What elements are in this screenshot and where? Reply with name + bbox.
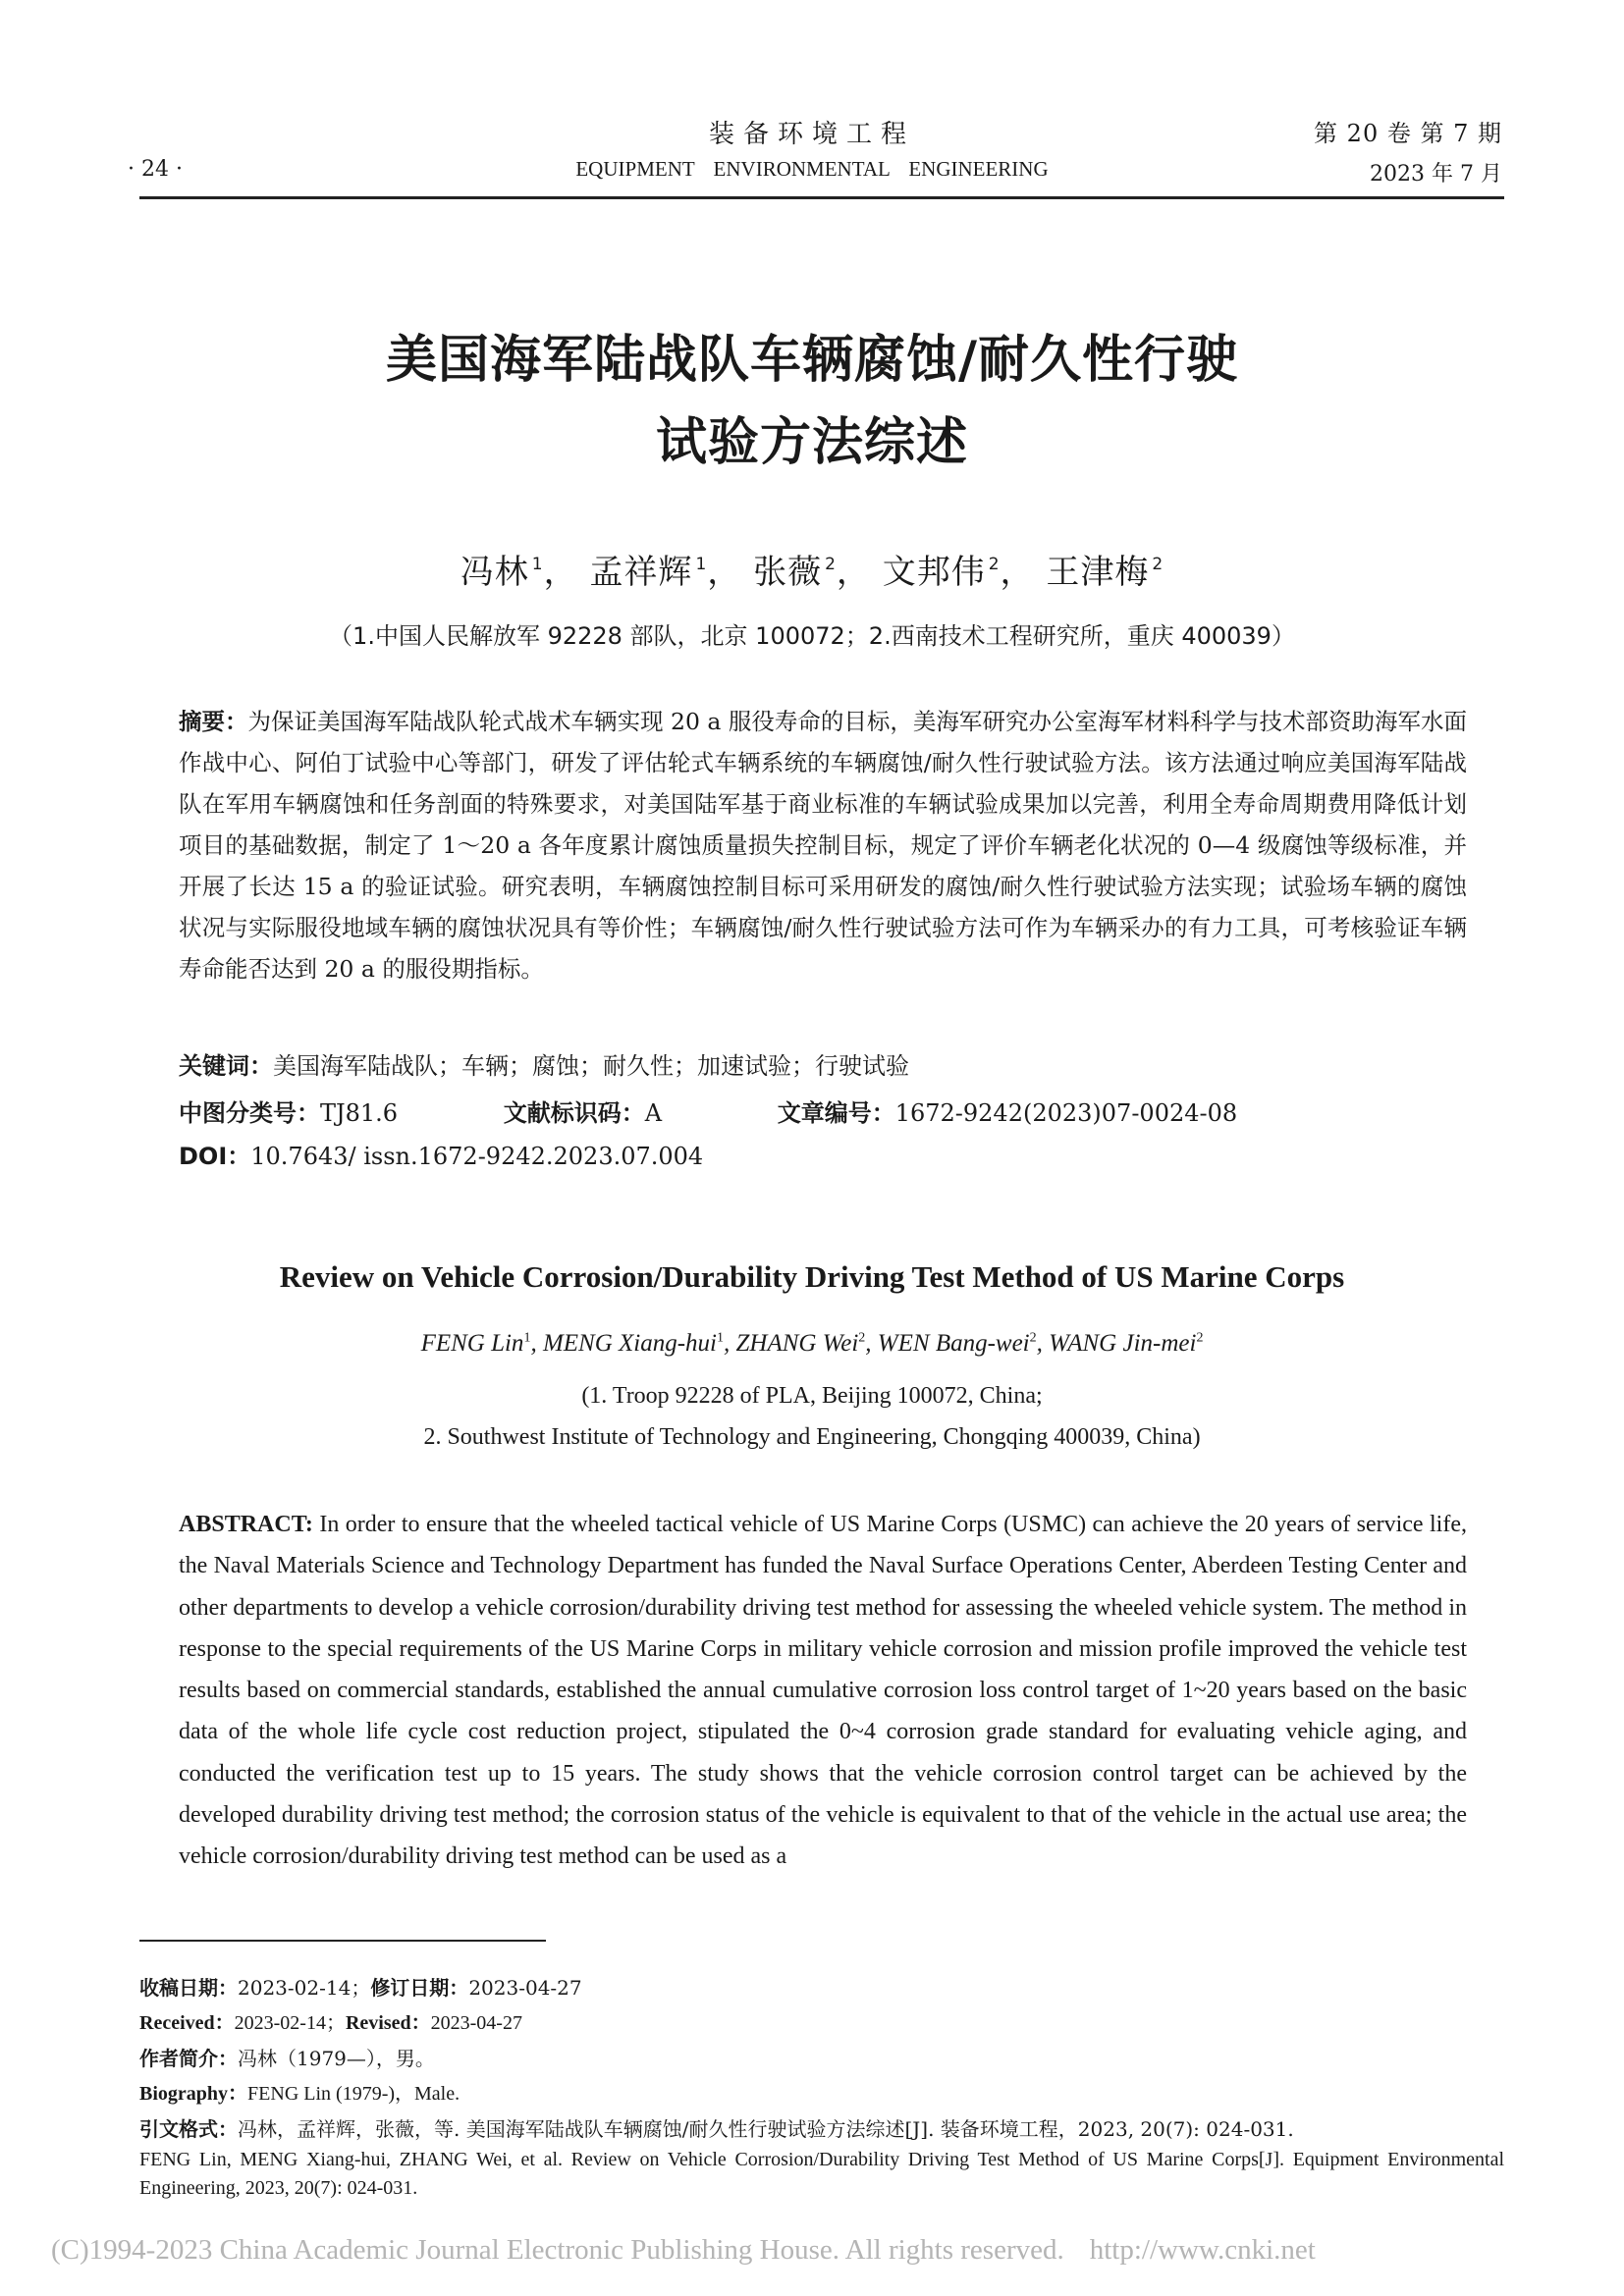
- author-affiliation-mark: 1: [717, 1330, 725, 1346]
- author-cn: 文邦伟: [882, 553, 986, 592]
- clc-label: 中图分类号：: [179, 1099, 320, 1127]
- abstract-cn: [179, 701, 1467, 989]
- journal-title-cn: 装备环境工程: [708, 120, 915, 149]
- footnote-rule: [139, 1940, 546, 1942]
- keywords-cn-text: 美国海军陆战队；车辆；腐蚀；耐久性；加速试验；行驶试验: [273, 1052, 909, 1080]
- author-separator: ，: [836, 553, 871, 592]
- keywords-cn: [179, 1046, 909, 1081]
- author-list-cn: [196, 545, 1428, 593]
- issue-date: 2023 年 7 月: [1370, 162, 1502, 187]
- volume-issue: 第 20 卷 第 7 期: [1314, 120, 1502, 147]
- article-number-label: 文章编号：: [777, 1099, 895, 1127]
- revised-en-label: Revised：: [345, 2012, 431, 2034]
- author-en: ZHANG Wei: [735, 1330, 859, 1357]
- author-en: MENG Xiang-hui: [542, 1330, 718, 1357]
- author-affiliation-mark: 1: [695, 555, 708, 574]
- biography-cn: [139, 2044, 435, 2073]
- received-en-label: Received：: [139, 2012, 235, 2034]
- bio-en-label: Biography：: [139, 2083, 248, 2105]
- article-title-cn-line2: 试验方法综述: [655, 413, 968, 472]
- header-rule: [139, 196, 1504, 199]
- author-affiliation-mark: 2: [988, 555, 1001, 574]
- revised-en-value: 2023-04-27: [430, 2012, 522, 2034]
- author-separator: ，: [1000, 553, 1035, 592]
- author-en: FENG Lin: [420, 1330, 524, 1357]
- abstract-en: [179, 1504, 1467, 1878]
- affiliation-en-line1: (1. Troop 92228 of PLA, Beijing 100072, China;: [581, 1383, 1043, 1409]
- copyright-watermark: [51, 2234, 1316, 2267]
- copyright-text: (C)1994-2023 China Academic Journal Electronic Publishing House. All rights reserved.: [51, 2234, 1064, 2266]
- revised-cn-label: 修订日期：: [370, 1976, 469, 2000]
- received-en-value: 2023-02-14；: [234, 2012, 346, 2034]
- bio-en-value: FENG Lin (1979-)，Male.: [247, 2083, 460, 2105]
- abstract-en-label: ABSTRACT:: [179, 1512, 313, 1537]
- author-separator: ,: [724, 1330, 736, 1357]
- cnki-url[interactable]: http://www.cnki.net: [1089, 2234, 1316, 2266]
- doc-code-value: A: [644, 1099, 663, 1127]
- author-separator: ,: [530, 1330, 543, 1357]
- cite-cn-label: 引文格式：: [139, 2117, 238, 2141]
- abstract-cn-label: 摘要：: [179, 708, 248, 735]
- article-title-cn: [196, 319, 1428, 484]
- author-affiliation-mark: 2: [1029, 1330, 1037, 1346]
- bio-cn-value: 冯林（1979—），男。: [238, 2047, 435, 2070]
- author-en: WANG Jin-mei: [1049, 1330, 1197, 1357]
- received-dates-en: [139, 2008, 522, 2038]
- biography-en: [139, 2079, 460, 2109]
- author-affiliation-mark: 2: [1152, 555, 1164, 574]
- revised-cn-value: 2023-04-27: [468, 1976, 582, 2000]
- author-list-en: [147, 1330, 1477, 1358]
- affiliation-cn: （1.中国人民解放军 92228 部队，北京 100072；2.西南技术工程研究所，重庆 400039）: [329, 622, 1295, 650]
- bio-cn-label: 作者简介：: [139, 2047, 238, 2070]
- doi-label: DOI：: [179, 1143, 251, 1170]
- page-number: · 24 ·: [128, 157, 183, 182]
- author-affiliation-mark: 2: [1196, 1330, 1204, 1346]
- received-cn-value: 2023-02-14；: [238, 1976, 371, 2000]
- author-affiliation-mark: 2: [825, 555, 837, 574]
- author-cn: 冯林: [460, 553, 529, 592]
- received-cn-label: 收稿日期：: [139, 1976, 238, 2000]
- citation-en: FENG Lin, MENG Xiang-hui, ZHANG Wei, et al. Review on Vehicle Corrosion/Durability Driving Test Method of US Marine Corps[J]. Equipment Environmental Engineering, 2023, 20(7): 024-031.: [139, 2149, 1504, 2199]
- cite-cn-value: 冯林，孟祥辉，张薇，等. 美国海军陆战队车辆腐蚀/耐久性行驶试验方法综述[J]. 装备环境工程，2023, 20(7): 024-031.: [238, 2117, 1294, 2141]
- keywords-cn-label: 关键词：: [179, 1052, 273, 1080]
- affiliation-en-line2: 2. Southwest Institute of Technology and Engineering, Chongqing 400039, China): [423, 1424, 1201, 1450]
- author-en: WEN Bang-wei: [877, 1330, 1030, 1357]
- author-separator: ，: [707, 553, 742, 592]
- abstract-cn-text: 为保证美国海军陆战队轮式战术车辆实现 20 a 服役寿命的目标，美海军研究办公室海军材料科学与技术部资助海军水面作战中心、阿伯丁试验中心等部门，研发了评估轮式车辆系统的车辆腐蚀/耐久性行驶试验方法。该方法通过响应美国海军陆战队在军用车辆腐蚀和任务剖面的特殊要求，对美国陆军基于商业标准的车辆试验成果加以完善，利用全寿命周期费用降低计划项目的基础数据，制定了 1～20 a 各年度累计腐蚀质量损失控制目标，规定了评价车辆老化状况的 0—4 级腐蚀等级标准，并开展了长达 15 a 的验证试验。研究表明，车辆腐蚀控制目标可采用研发的腐蚀/耐久性行驶试验方法实现；试验场车辆的腐蚀状况与实际服役地域车辆的腐蚀状况具有等价性；车辆腐蚀/耐久性行驶试验方法可作为车辆采办的有力工具，可考核验证车辆寿命能否达到 20 a 的服役期指标。: [179, 708, 1467, 983]
- article-title-en: Review on Vehicle Corrosion/Durability Driving Test Method of US Marine Corps: [279, 1259, 1345, 1294]
- clc-value: TJ81.6: [320, 1099, 399, 1127]
- abstract-en-text: In order to ensure that the wheeled tactical vehicle of US Marine Corps (USMC) can achieve the 20 years of service life, the Naval Materials Science and Technology Department has funded the Naval Surface Operations Center, Aberdeen Testing Center and other departments to develop a vehicle corrosion/durability driving test method for assessing the wheeled vehicle system. The method in response to the special requirements of the US Marine Corps in military vehicle corrosion and mission profile improved the vehicle test results based on commercial standards, established the annual cumulative corrosion loss control target of 1~20 years based on the basic data of the whole life cycle cost reduction project, stipulated the 0~4 corrosion grade standard for evaluating vehicle aging, and conducted the verification test up to 15 years. The study shows that the vehicle corrosion control target can be achieved by the developed durability driving test method; the corrosion status of the vehicle is equivalent to that of the vehicle in the actual use area; the vehicle corrosion/durability driving test method can be used as a: [179, 1512, 1467, 1870]
- doi-value[interactable]: 10.7643/ issn.1672-9242.2023.07.004: [250, 1143, 704, 1170]
- article-title-cn-line1: 美国海军陆战队车辆腐蚀/耐久性行驶: [386, 331, 1238, 390]
- author-separator: ,: [865, 1330, 878, 1357]
- author-affiliation-mark: 1: [523, 1330, 531, 1346]
- author-affiliation-mark: 2: [858, 1330, 866, 1346]
- author-cn: 张薇: [753, 553, 823, 592]
- doi-line: [179, 1137, 703, 1171]
- author-affiliation-mark: 1: [531, 555, 544, 574]
- article-number-value: 1672-9242(2023)07-0024-08: [894, 1099, 1238, 1127]
- author-cn: 王津梅: [1046, 553, 1150, 592]
- author-cn: 孟祥辉: [589, 553, 693, 592]
- journal-title-en: EQUIPMENT ENVIRONMENTAL ENGINEERING: [575, 157, 1049, 181]
- citation-cn: [139, 2114, 1294, 2144]
- author-separator: ，: [543, 553, 578, 592]
- received-dates-cn: [139, 1973, 582, 2002]
- author-separator: ,: [1036, 1330, 1050, 1357]
- doc-code-label: 文献标识码：: [503, 1099, 645, 1127]
- classification-line: [179, 1094, 1237, 1128]
